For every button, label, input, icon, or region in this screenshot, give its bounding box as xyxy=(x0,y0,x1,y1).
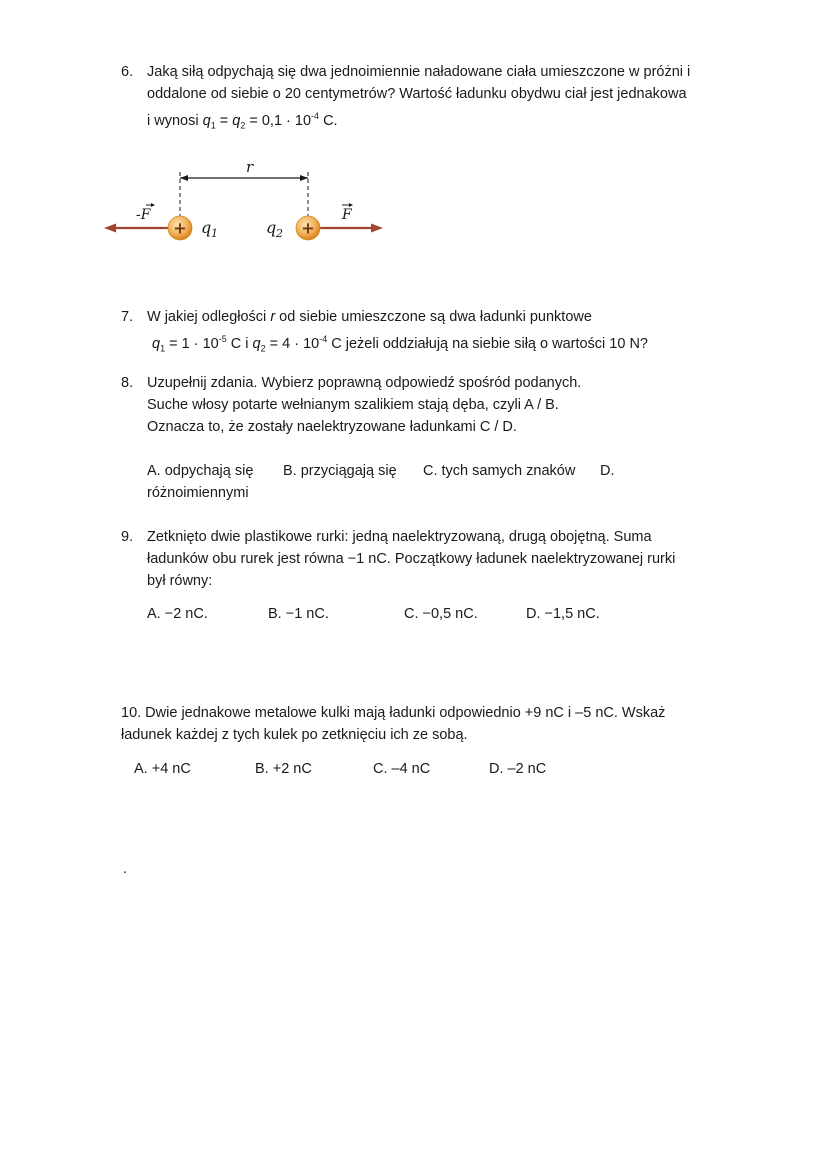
q7-q2-symbol: q xyxy=(252,335,261,352)
q9-text-1: Zetknięto dwie plastikowe rurki: jedną naelektryzowaną, drugą obojętną. Suma xyxy=(147,529,652,545)
q7-q1-exp: -5 xyxy=(218,334,227,344)
q2-plus-sign: + xyxy=(301,218,315,238)
q8-line3: Oznacza to, że zostały naelektryzowane ładunkami C / D. xyxy=(147,419,517,435)
q7-q1-sub: 1 xyxy=(160,343,166,354)
r-arrowhead-right xyxy=(300,175,308,181)
q7-tail: C jeżeli oddziałują na siebie siłą o wartości 10 N? xyxy=(327,335,648,352)
q8-text-1: Uzupełnij zdania. Wybierz poprawną odpowiedź spośród podanych. xyxy=(147,375,582,391)
q7-q1-symbol: q xyxy=(152,335,161,352)
q9-option-b: B. −1 nC. xyxy=(268,606,329,622)
q6-q1-sub: 1 xyxy=(210,120,216,131)
q9-line3: był równy: xyxy=(147,573,213,589)
q10-option-d: D. –2 nC xyxy=(489,761,547,777)
q8-number: 8. xyxy=(121,375,134,391)
trailing-dot: . xyxy=(123,861,128,877)
q6-eq1: = xyxy=(215,112,233,129)
q6-q2-sub: 2 xyxy=(240,120,246,131)
charges-diagram xyxy=(100,150,400,250)
q9-line1 xyxy=(121,526,652,548)
q6-line3 xyxy=(147,105,338,137)
q7-line1 xyxy=(121,306,592,328)
q7-q2-value: = 4 · 10 xyxy=(265,335,320,352)
q6-exponent: -4 xyxy=(311,111,320,121)
r-label: r xyxy=(246,158,254,176)
r-arrowhead-left xyxy=(180,175,188,181)
q9-option-d: D. −1,5 nC. xyxy=(526,606,600,622)
q1-plus-sign: + xyxy=(173,218,187,238)
q6-text-1: Jaką siłą odpychają się dwa jednoimiennie naładowane ciała umieszczone w próżni i xyxy=(147,64,691,80)
q9-option-c: C. −0,5 nC. xyxy=(404,606,478,622)
force-arrowhead xyxy=(371,224,383,233)
f-label: F xyxy=(342,207,352,223)
q6-value: = 0,1 · 10 xyxy=(245,112,312,129)
q7-number: 7. xyxy=(121,309,134,325)
neg-force-arrowhead xyxy=(104,224,116,233)
q9-option-a: A. −2 nC. xyxy=(147,606,208,622)
q7-text-a: W jakiej odległości xyxy=(147,309,271,325)
q9-number: 9. xyxy=(121,529,134,545)
q8-option-b: B. przyciągają się xyxy=(283,463,397,479)
q8-line1 xyxy=(121,372,581,394)
q7-q1-value: = 1 · 10 xyxy=(165,335,219,352)
q6-q1-symbol: q xyxy=(202,112,211,129)
q10-line1: 10. Dwie jednakowe metalowe kulki mają ładunki odpowiednio +9 nC i –5 nC. Wskaż xyxy=(121,705,666,721)
q8-line2: Suche włosy potarte wełnianym szalikiem stają dęba, czyli A / B. xyxy=(147,397,559,413)
neg-f-label: -F xyxy=(136,207,151,223)
q6-prefix: i wynosi xyxy=(147,112,203,129)
q7-r-symbol: r xyxy=(270,309,276,325)
q10-option-c: C. –4 nC xyxy=(373,761,431,777)
q6-line1 xyxy=(121,61,690,83)
q6-line2: oddalone od siebie o 20 centymetrów? Wartość ładunku obydwu ciał jest jednakowa xyxy=(147,86,687,102)
q8-option-c: C. tych samych znaków xyxy=(423,463,576,479)
q7-q2-exp: -4 xyxy=(319,334,328,344)
q6-q2-symbol: q xyxy=(232,112,241,129)
q7-mid: C i xyxy=(226,335,253,352)
q2-label-sub: 2 xyxy=(276,227,283,240)
q1-label-sub: 1 xyxy=(211,227,218,240)
q8-option-d: D. xyxy=(600,463,615,479)
q6-unit: C. xyxy=(319,112,338,129)
q6-number: 6. xyxy=(121,64,134,80)
q8-option-a: A. odpychają się xyxy=(147,463,254,479)
q10-option-a: A. +4 nC xyxy=(134,761,191,777)
q8-option-d-text: różnoimiennymi xyxy=(147,485,249,501)
q1-label: q xyxy=(201,218,212,237)
q7-q2-sub: 2 xyxy=(260,343,266,354)
q10-line2: ładunek każdej z tych kulek po zetknięciu ich ze sobą. xyxy=(121,727,468,743)
q9-line2: ładunków obu rurek jest równa −1 nC. Początkowy ładunek naelektryzowanej rurki xyxy=(147,551,676,567)
q7-text-b: od siebie umieszczone są dwa ładunki punktowe xyxy=(275,309,592,325)
q2-label: q xyxy=(266,218,277,237)
q10-option-b: B. +2 nC xyxy=(255,761,312,777)
q7-line2 xyxy=(152,328,648,360)
